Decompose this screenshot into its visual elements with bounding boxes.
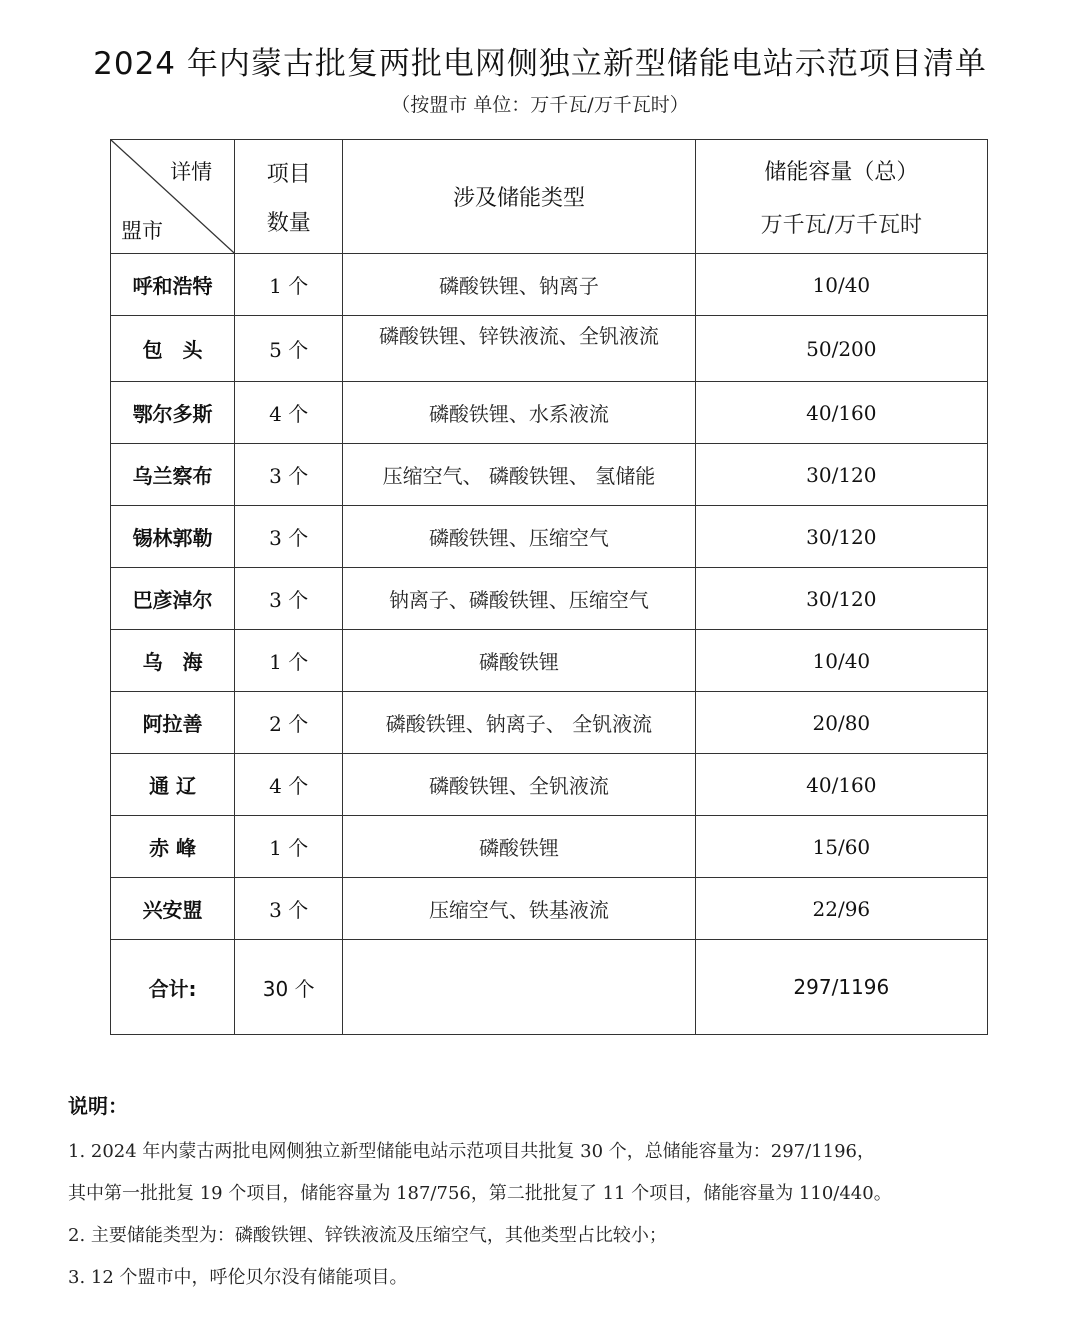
table-header-row (111, 140, 988, 254)
types-cell: 磷酸铁锂、全钒液流 (343, 754, 695, 816)
table-row (111, 506, 988, 568)
table-row (111, 444, 988, 506)
note-line: 1. 2024 年内蒙古两批电网侧独立新型储能电站示范项目共批复 30 个，总储能容量为：297/1196， (68, 1141, 875, 1162)
count-cell: 1 个 (235, 254, 343, 316)
count-cell: 2 个 (235, 692, 343, 754)
header-region-label: 盟市 (121, 219, 163, 243)
table-row (111, 692, 988, 754)
table-row (111, 816, 988, 878)
count-cell: 3 个 (235, 444, 343, 506)
types-cell: 磷酸铁锂、钠离子、 全钒液流 (343, 692, 695, 754)
count-cell: 1 个 (235, 816, 343, 878)
table-row (111, 754, 988, 816)
types-cell: 磷酸铁锂 (343, 816, 695, 878)
count-cell: 4 个 (235, 382, 343, 444)
total-label: 合计: (111, 940, 235, 1035)
table-row (111, 382, 988, 444)
capacity-cell: 40/160 (695, 382, 987, 444)
capacity-cell: 10/40 (695, 254, 987, 316)
note-line: 其中第一批批复 19 个项目，储能容量为 187/756，第二批批复了 11 个项目，储能容量为 110/440。 (68, 1183, 892, 1204)
count-cell: 4 个 (235, 754, 343, 816)
count-cell: 3 个 (235, 568, 343, 630)
table-row (111, 630, 988, 692)
count-cell: 1 个 (235, 630, 343, 692)
header-project-count (235, 140, 343, 254)
note-line: 2. 主要储能类型为：磷酸铁锂、锌铁液流及压缩空气，其他类型占比较小； (68, 1225, 667, 1246)
capacity-cell: 30/120 (695, 506, 987, 568)
table-row (111, 878, 988, 940)
types-cell: 压缩空气、铁基液流 (343, 878, 695, 940)
total-types (343, 940, 695, 1035)
types-cell: 磷酸铁锂、压缩空气 (343, 506, 695, 568)
region-cell: 呼和浩特 (111, 254, 235, 316)
types-cell: 钠离子、磷酸铁锂、压缩空气 (343, 568, 695, 630)
capacity-cell: 20/80 (695, 692, 987, 754)
notes-heading: 说明： (68, 1094, 128, 1118)
header-storage-types (343, 140, 695, 254)
count-cell: 3 个 (235, 506, 343, 568)
region-cell: 乌兰察布 (111, 444, 235, 506)
region-cell: 兴安盟 (111, 878, 235, 940)
types-cell: 压缩空气、 磷酸铁锂、 氢储能 (343, 444, 695, 506)
header-details-label: 详情 (170, 160, 213, 184)
total-capacity: 297/1196 (695, 940, 987, 1035)
header-capacity-unit: 万千瓦/万千瓦时 (760, 212, 923, 238)
table-row (111, 254, 988, 316)
count-cell: 3 个 (235, 878, 343, 940)
region-cell: 通 辽 (111, 754, 235, 816)
header-types-label: 涉及储能类型 (452, 186, 585, 211)
types-cell: 磷酸铁锂、钠离子 (343, 254, 695, 316)
capacity-cell: 22/96 (695, 878, 987, 940)
total-count: 30 个 (235, 940, 343, 1035)
capacity-cell: 50/200 (695, 316, 987, 382)
capacity-cell: 15/60 (695, 816, 987, 878)
page-title: 2024 年内蒙古批复两批电网侧独立新型储能电站示范项目清单 (93, 46, 987, 82)
storage-projects-table (110, 139, 988, 1035)
region-cell: 包 头 (111, 316, 235, 382)
header-capacity (695, 140, 987, 254)
region-cell: 阿拉善 (111, 692, 235, 754)
page-subtitle: （按盟市 单位：万千瓦/万千瓦时） (391, 94, 689, 116)
region-cell: 乌 海 (111, 630, 235, 692)
region-cell: 鄂尔多斯 (111, 382, 235, 444)
table-row (111, 316, 988, 382)
capacity-cell: 40/160 (695, 754, 987, 816)
table-total-row (111, 940, 988, 1035)
region-cell: 锡林郭勒 (111, 506, 235, 568)
types-cell: 磷酸铁锂、锌铁液流、全钒液流 (343, 316, 695, 382)
region-cell: 巴彦淖尔 (111, 568, 235, 630)
capacity-cell: 30/120 (695, 444, 987, 506)
header-count-line2: 数量 (266, 210, 311, 236)
header-count-line1: 项目 (266, 161, 311, 187)
types-cell: 磷酸铁锂、水系液流 (343, 382, 695, 444)
count-cell: 5 个 (235, 316, 343, 382)
types-cell: 磷酸铁锂 (343, 630, 695, 692)
region-cell: 赤 峰 (111, 816, 235, 878)
header-capacity-line1: 储能容量（总） (764, 159, 919, 185)
notes-section (68, 1134, 1018, 1302)
header-diagonal-cell (111, 140, 235, 254)
capacity-cell: 10/40 (695, 630, 987, 692)
note-line: 3. 12 个盟市中，呼伦贝尔没有储能项目。 (68, 1267, 408, 1288)
table-row (111, 568, 988, 630)
capacity-cell: 30/120 (695, 568, 987, 630)
